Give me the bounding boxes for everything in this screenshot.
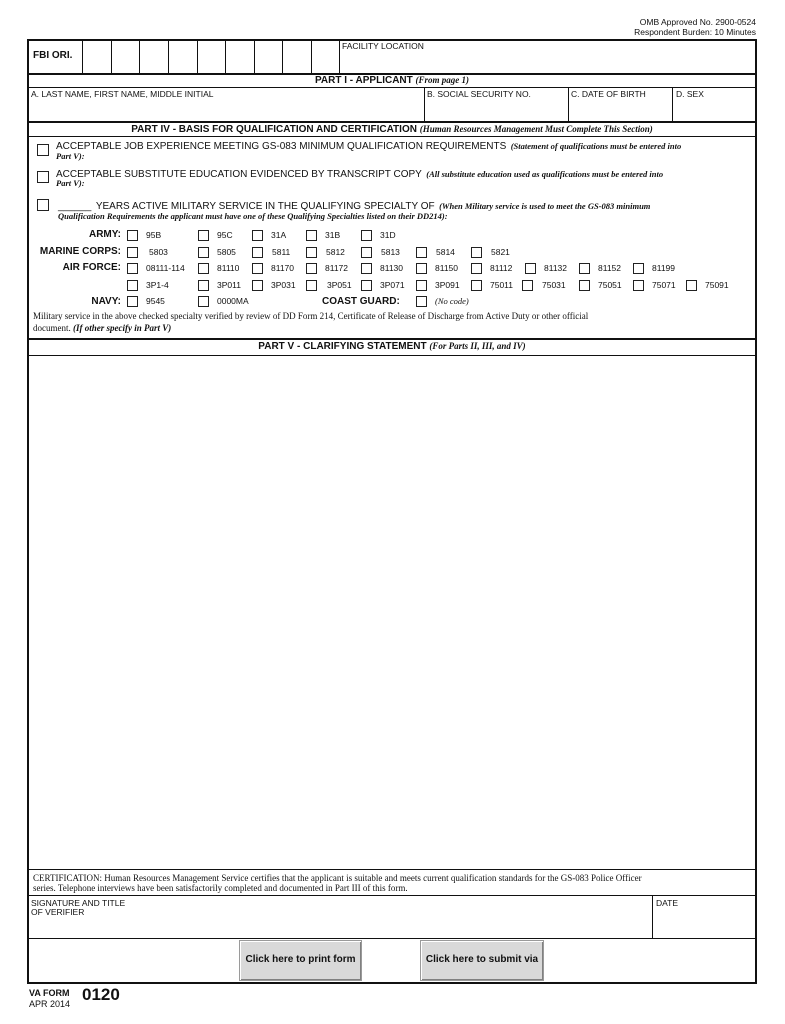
substitute-education-checkbox[interactable] xyxy=(37,171,49,183)
airforce-code: 75091 xyxy=(705,280,729,290)
military-document-text: document. xyxy=(33,323,71,333)
dob-field[interactable] xyxy=(569,100,671,120)
airforce-code-checkbox[interactable] xyxy=(306,263,317,274)
military-service-text: YEARS ACTIVE MILITARY SERVICE IN THE QUALIFYING SPECIALTY OF xyxy=(95,201,435,212)
divider xyxy=(254,40,255,73)
airforce-code: 75011 xyxy=(490,280,514,290)
navy-label: NAVY: xyxy=(91,296,121,307)
job-experience-note-cont: Part V): xyxy=(56,151,85,161)
substitute-education-note-cont: Part V): xyxy=(56,178,85,188)
airforce-code-checkbox[interactable] xyxy=(633,280,644,291)
airforce-code: 81130 xyxy=(380,263,404,273)
marine-5821-checkbox[interactable] xyxy=(471,247,482,258)
marine-code: 5811 xyxy=(272,247,291,257)
sex-label: D. SEX xyxy=(676,89,704,99)
facility-location-label: FACILITY LOCATION xyxy=(342,41,424,51)
airforce-code: 3P1-4 xyxy=(146,280,169,290)
army-95c-checkbox[interactable] xyxy=(198,230,209,241)
airforce-code: 81172 xyxy=(325,263,349,273)
fbi-ori-field[interactable] xyxy=(82,40,340,73)
airforce-code-checkbox[interactable] xyxy=(127,263,138,274)
part5-title-text: PART V - CLARIFYING STATEMENT xyxy=(258,341,427,352)
airforce-code-checkbox[interactable] xyxy=(198,263,209,274)
airforce-code: 3P011 xyxy=(217,280,241,290)
certification-text-cont: series. Telephone interviews have been satisfactorily completed and documented in Part III of this form. xyxy=(33,883,408,893)
form-edition: APR 2014 xyxy=(29,999,71,1009)
divider xyxy=(225,40,226,73)
airforce-code: 08111-114 xyxy=(146,263,185,273)
navy-code: 9545 xyxy=(146,296,165,306)
army-31a-checkbox[interactable] xyxy=(252,230,263,241)
airforce-code-checkbox[interactable] xyxy=(252,280,263,291)
job-experience-note: (Statement of qualifications must be entered into xyxy=(510,141,682,151)
divider xyxy=(28,895,756,896)
coast-guard-label: COAST GUARD: xyxy=(322,296,400,307)
substitute-education-text: ACCEPTABLE SUBSTITUTE EDUCATION EVIDENCED BY TRANSCRIPT COPY xyxy=(56,169,422,180)
military-service-note-cont: Qualification Requirements the applicant must have one of these Qualifying Specialties listed on their DD214): xyxy=(58,211,448,221)
airforce-code-checkbox[interactable] xyxy=(198,280,209,291)
name-label: A. LAST NAME, FIRST NAME, MIDDLE INITIAL xyxy=(31,89,214,99)
airforce-code: 3P051 xyxy=(327,280,352,290)
marine-code: 5805 xyxy=(217,247,236,257)
marine-code: 5813 xyxy=(381,247,400,257)
army-code: 31A xyxy=(271,230,287,240)
airforce-code-checkbox[interactable] xyxy=(686,280,697,291)
airforce-code-checkbox[interactable] xyxy=(416,263,427,274)
marine-5805-checkbox[interactable] xyxy=(198,247,209,258)
airforce-code: 81112 xyxy=(490,263,513,273)
substitute-education-note: (All substitute education used as qualifications must be entered into xyxy=(426,169,664,179)
clarifying-statement-field[interactable] xyxy=(29,357,755,867)
marine-code: 5803 xyxy=(149,247,168,257)
name-field[interactable] xyxy=(29,100,422,120)
navy-0000ma-checkbox[interactable] xyxy=(198,296,209,307)
ssn-field[interactable] xyxy=(425,100,567,120)
ssn-label: B. SOCIAL SECURITY NO. xyxy=(427,89,531,99)
divider xyxy=(111,40,112,73)
marine-5814-checkbox[interactable] xyxy=(416,247,427,258)
military-verification-text-cont xyxy=(33,323,171,333)
airforce-code: 75051 xyxy=(598,280,622,290)
marine-code: 5821 xyxy=(491,247,510,257)
marine-5803-checkbox[interactable] xyxy=(127,247,138,258)
signature-label-cont: OF VERIFIER xyxy=(31,907,85,917)
airforce-code: 3P031 xyxy=(271,280,296,290)
airforce-code: 81110 xyxy=(217,263,240,273)
marine-code: 5814 xyxy=(436,247,455,257)
job-experience-checkbox[interactable] xyxy=(37,144,49,156)
divider xyxy=(28,121,756,123)
airforce-code-checkbox[interactable] xyxy=(579,263,590,274)
army-95b-checkbox[interactable] xyxy=(127,230,138,241)
respondent-burden: Respondent Burden: 10 Minutes xyxy=(634,27,756,37)
marine-5812-checkbox[interactable] xyxy=(306,247,317,258)
divider xyxy=(139,40,140,73)
airforce-code-checkbox[interactable] xyxy=(471,263,482,274)
airforce-code-checkbox[interactable] xyxy=(306,280,317,291)
army-31b-checkbox[interactable] xyxy=(306,230,317,241)
airforce-code: 81170 xyxy=(271,263,295,273)
army-code: 31B xyxy=(325,230,341,240)
airforce-code: 75071 xyxy=(652,280,676,290)
part1-title-text: PART I - APPLICANT xyxy=(314,75,413,86)
job-experience-option xyxy=(56,139,751,152)
airforce-code-checkbox[interactable] xyxy=(361,280,372,291)
marine-5811-checkbox[interactable] xyxy=(252,247,263,258)
divider xyxy=(282,40,283,73)
marine-code: 5812 xyxy=(326,247,345,257)
navy-9545-checkbox[interactable] xyxy=(127,296,138,307)
sex-field[interactable] xyxy=(673,100,755,120)
airforce-code-checkbox[interactable] xyxy=(127,280,138,291)
print-form-button[interactable]: Click here to print form xyxy=(239,940,362,981)
date-label: DATE xyxy=(656,898,679,908)
military-years-blank[interactable]: ______ xyxy=(58,201,92,212)
part5-title-note: (For Parts II, III, and IV) xyxy=(429,341,526,351)
airforce-code-checkbox[interactable] xyxy=(579,280,590,291)
airforce-code-checkbox[interactable] xyxy=(252,263,263,274)
divider xyxy=(168,40,169,73)
certification-text: CERTIFICATION: Human Resources Management Service certifies that the applicant is suitable and meets current qualification standards for the GS-083 Police Officer xyxy=(33,873,642,883)
army-label: ARMY: xyxy=(88,229,121,240)
army-31d-checkbox[interactable] xyxy=(361,230,372,241)
part5-title xyxy=(28,341,756,352)
divider xyxy=(82,40,83,73)
airforce-code: 3P071 xyxy=(380,280,405,290)
signature-label: SIGNATURE AND TITLE xyxy=(31,898,126,908)
coast-guard-checkbox[interactable] xyxy=(416,296,427,307)
dob-label: C. DATE OF BIRTH xyxy=(571,89,646,99)
army-code: 31D xyxy=(380,230,396,240)
airforce-code-checkbox[interactable] xyxy=(525,263,536,274)
marine-corps-label: MARINE CORPS: xyxy=(39,246,121,257)
date-field[interactable] xyxy=(653,910,755,936)
divider xyxy=(197,40,198,73)
facility-location-field[interactable] xyxy=(341,52,755,72)
airforce-code-checkbox[interactable] xyxy=(633,263,644,274)
divider xyxy=(339,40,340,73)
part4-title xyxy=(28,124,756,135)
coast-guard-note: (No code) xyxy=(435,296,469,306)
form-number: 0120 xyxy=(82,985,120,1004)
airforce-code-checkbox[interactable] xyxy=(522,280,533,291)
military-document-note: (If other specify in Part V) xyxy=(73,323,172,333)
air-force-label: AIR FORCE: xyxy=(62,262,121,273)
military-service-checkbox[interactable] xyxy=(37,199,49,211)
job-experience-text: ACCEPTABLE JOB EXPERIENCE MEETING GS-083 MINIMUM QUALIFICATION REQUIREMENTS xyxy=(56,141,507,152)
airforce-code: 3P091 xyxy=(435,280,460,290)
marine-5813-checkbox[interactable] xyxy=(361,247,372,258)
divider xyxy=(311,40,312,73)
army-code: 95B xyxy=(146,230,162,240)
airforce-code: 81152 xyxy=(598,263,622,273)
military-service-note: (When Military service is used to meet the GS-083 minimum xyxy=(439,201,651,211)
divider xyxy=(28,355,756,356)
airforce-code: 81199 xyxy=(652,263,676,273)
divider xyxy=(28,938,756,939)
airforce-code-checkbox[interactable] xyxy=(361,263,372,274)
submit-form-button[interactable]: Click here to submit via xyxy=(420,940,544,981)
airforce-code-checkbox[interactable] xyxy=(471,280,482,291)
navy-code: 0000MA xyxy=(217,296,249,306)
airforce-code: 81132 xyxy=(544,263,568,273)
divider xyxy=(28,869,756,870)
fbi-ori-label: FBI ORI. xyxy=(33,50,73,61)
divider xyxy=(28,87,756,88)
part4-title-text: PART IV - BASIS FOR QUALIFICATION AND CERTIFICATION xyxy=(131,124,417,135)
airforce-code: 81150 xyxy=(435,263,459,273)
divider xyxy=(28,136,756,137)
airforce-code-checkbox[interactable] xyxy=(416,280,427,291)
va-form-label: VA FORM xyxy=(29,988,70,998)
part4-title-note: (Human Resources Management Must Complete This Section) xyxy=(419,124,653,134)
army-code: 95C xyxy=(217,230,233,240)
part1-title xyxy=(28,75,756,86)
omb-approval: OMB Approved No. 2900-0524 xyxy=(639,17,756,27)
substitute-education-option xyxy=(56,167,751,180)
military-verification-text: Military service in the above checked specialty verified by review of DD Form 214, Certificate of Release of Discharge from Active Duty or other official xyxy=(33,311,589,321)
signature-field[interactable] xyxy=(29,918,649,936)
divider xyxy=(28,338,756,340)
part1-title-note: (From page 1) xyxy=(415,75,470,85)
airforce-code: 75031 xyxy=(542,280,566,290)
